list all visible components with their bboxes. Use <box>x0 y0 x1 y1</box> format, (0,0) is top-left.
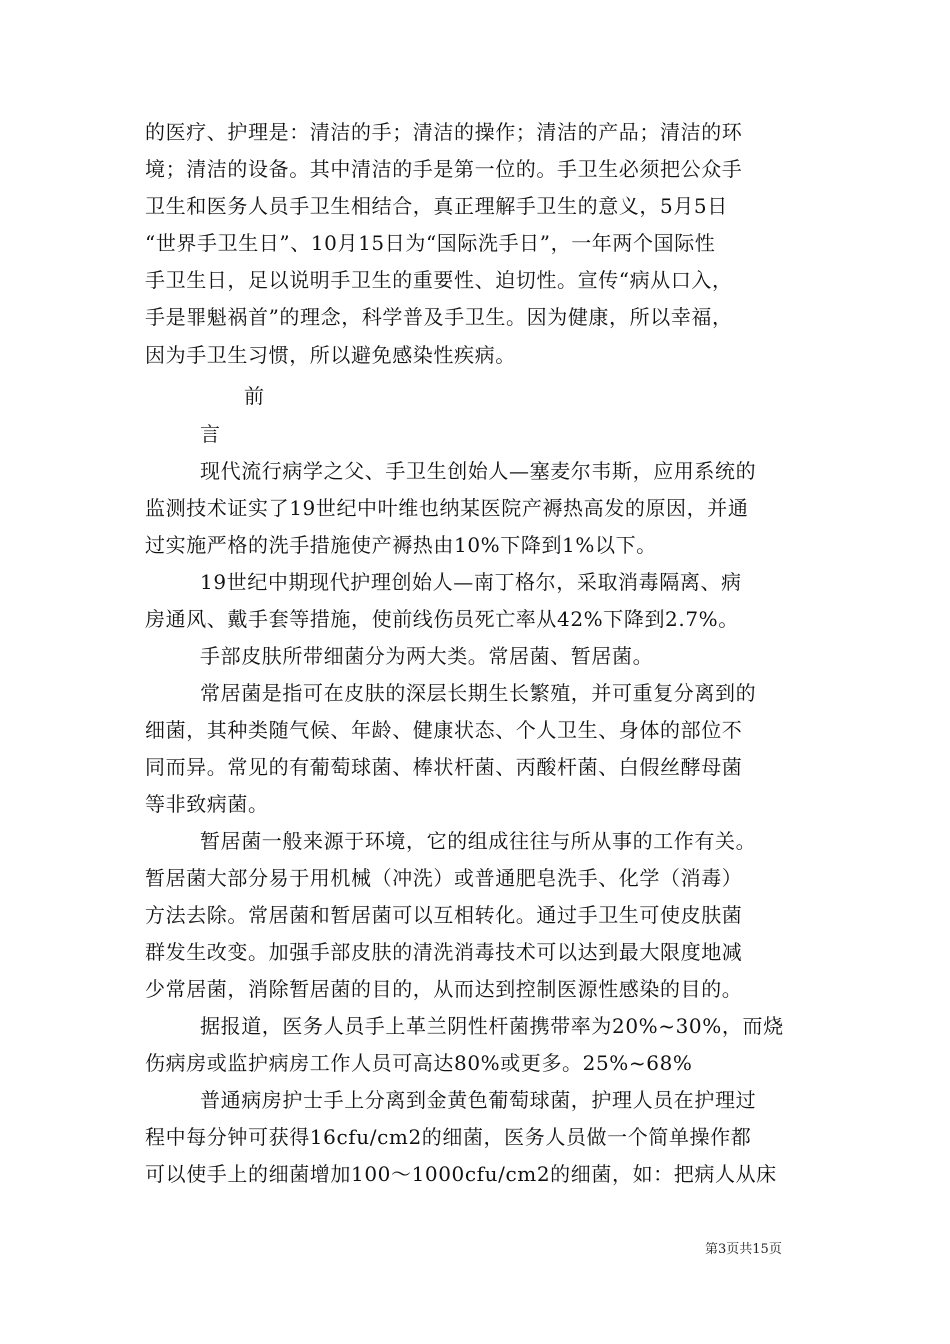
section-heading-part1: 前 <box>244 384 265 408</box>
paragraph-line: 常居菌是指可在皮肤的深层长期生长繁殖，并可重复分离到的 <box>200 681 757 705</box>
paragraph-line: 据报道，医务人员手上革兰阴性杆菌携带率为20%~30%，而烧 <box>200 1014 784 1038</box>
paragraph-line: 同而异。常见的有葡萄球菌、棒状杆菌、丙酸杆菌、白假丝酵母菌 <box>145 755 743 779</box>
paragraph-line: 程中每分钟可获得16cfu/cm2的细菌，医务人员做一个简单操作都 <box>145 1125 752 1149</box>
paragraph-line: 可以使手上的细菌增加100～1000cfu/cm2的细菌，如：把病人从床 <box>145 1162 777 1186</box>
paragraph-line: 暂居菌一般来源于环境，它的组成往往与所从事的工作有关。 <box>200 829 757 853</box>
paragraph-line: 手是罪魁祸首”的理念，科学普及手卫生。因为健康，所以幸福， <box>145 305 733 329</box>
paragraph-line: 境；清洁的设备。其中清洁的手是第一位的。手卫生必须把公众手 <box>145 157 743 181</box>
page-number-footer: 第3页共15页 <box>705 1242 782 1257</box>
paragraph-line: 细菌，其种类随气候、年龄、健康状态、个人卫生、身体的部位不 <box>145 718 743 742</box>
paragraph-line: 方法去除。常居菌和暂居菌可以互相转化。通过手卫生可使皮肤菌 <box>145 903 743 927</box>
paragraph-line: 的医疗、护理是：清洁的手；清洁的操作；清洁的产品；清洁的环 <box>145 120 743 144</box>
paragraph-line: “世界手卫生日”、10月15日为“国际洗手日”，一年两个国际性 <box>145 231 716 255</box>
paragraph-line: 房通风、戴手套等措施，使前线伤员死亡率从42%下降到2.7%。 <box>145 607 739 631</box>
paragraph-line: 群发生改变。加强手部皮肤的清洗消毒技术可以达到最大限度地减 <box>145 940 743 964</box>
section-heading-part2: 言 <box>200 422 221 446</box>
paragraph-line: 少常居菌，消除暂居菌的目的，从而达到控制医源性感染的目的。 <box>145 977 743 1001</box>
paragraph-line: 监测技术证实了19世纪中叶维也纳某医院产褥热高发的原因，并通 <box>145 496 749 520</box>
paragraph-line: 手卫生日，足以说明手卫生的重要性、迫切性。宣传“病从口入， <box>145 268 733 292</box>
paragraph-line: 暂居菌大部分易于用机械（冲洗）或普通肥皂洗手、化学（消毒） <box>145 866 743 890</box>
paragraph-line: 卫生和医务人员手卫生相结合，真正理解手卫生的意义，5月5日 <box>145 194 728 218</box>
paragraph-line: 普通病房护士手上分离到金黄色葡萄球菌，护理人员在护理过 <box>200 1088 757 1112</box>
paragraph-line: 过实施严格的洗手措施使产褥热由10%下降到1%以下。 <box>145 533 657 557</box>
paragraph-line: 因为手卫生习惯，所以避免感染性疾病。 <box>145 343 516 367</box>
paragraph-line: 现代流行病学之父、手卫生创始人—塞麦尔韦斯，应用系统的 <box>200 459 757 483</box>
paragraph-line: 伤病房或监护病房工作人员可高达80%或更多。25%~68% <box>145 1051 693 1075</box>
paragraph-line: 等非致病菌。 <box>145 792 269 816</box>
paragraph-line: 19世纪中期现代护理创始人—南丁格尔，采取消毒隔离、病 <box>200 570 742 594</box>
paragraph-line: 手部皮肤所带细菌分为两大类。常居菌、暂居菌。 <box>200 644 654 668</box>
